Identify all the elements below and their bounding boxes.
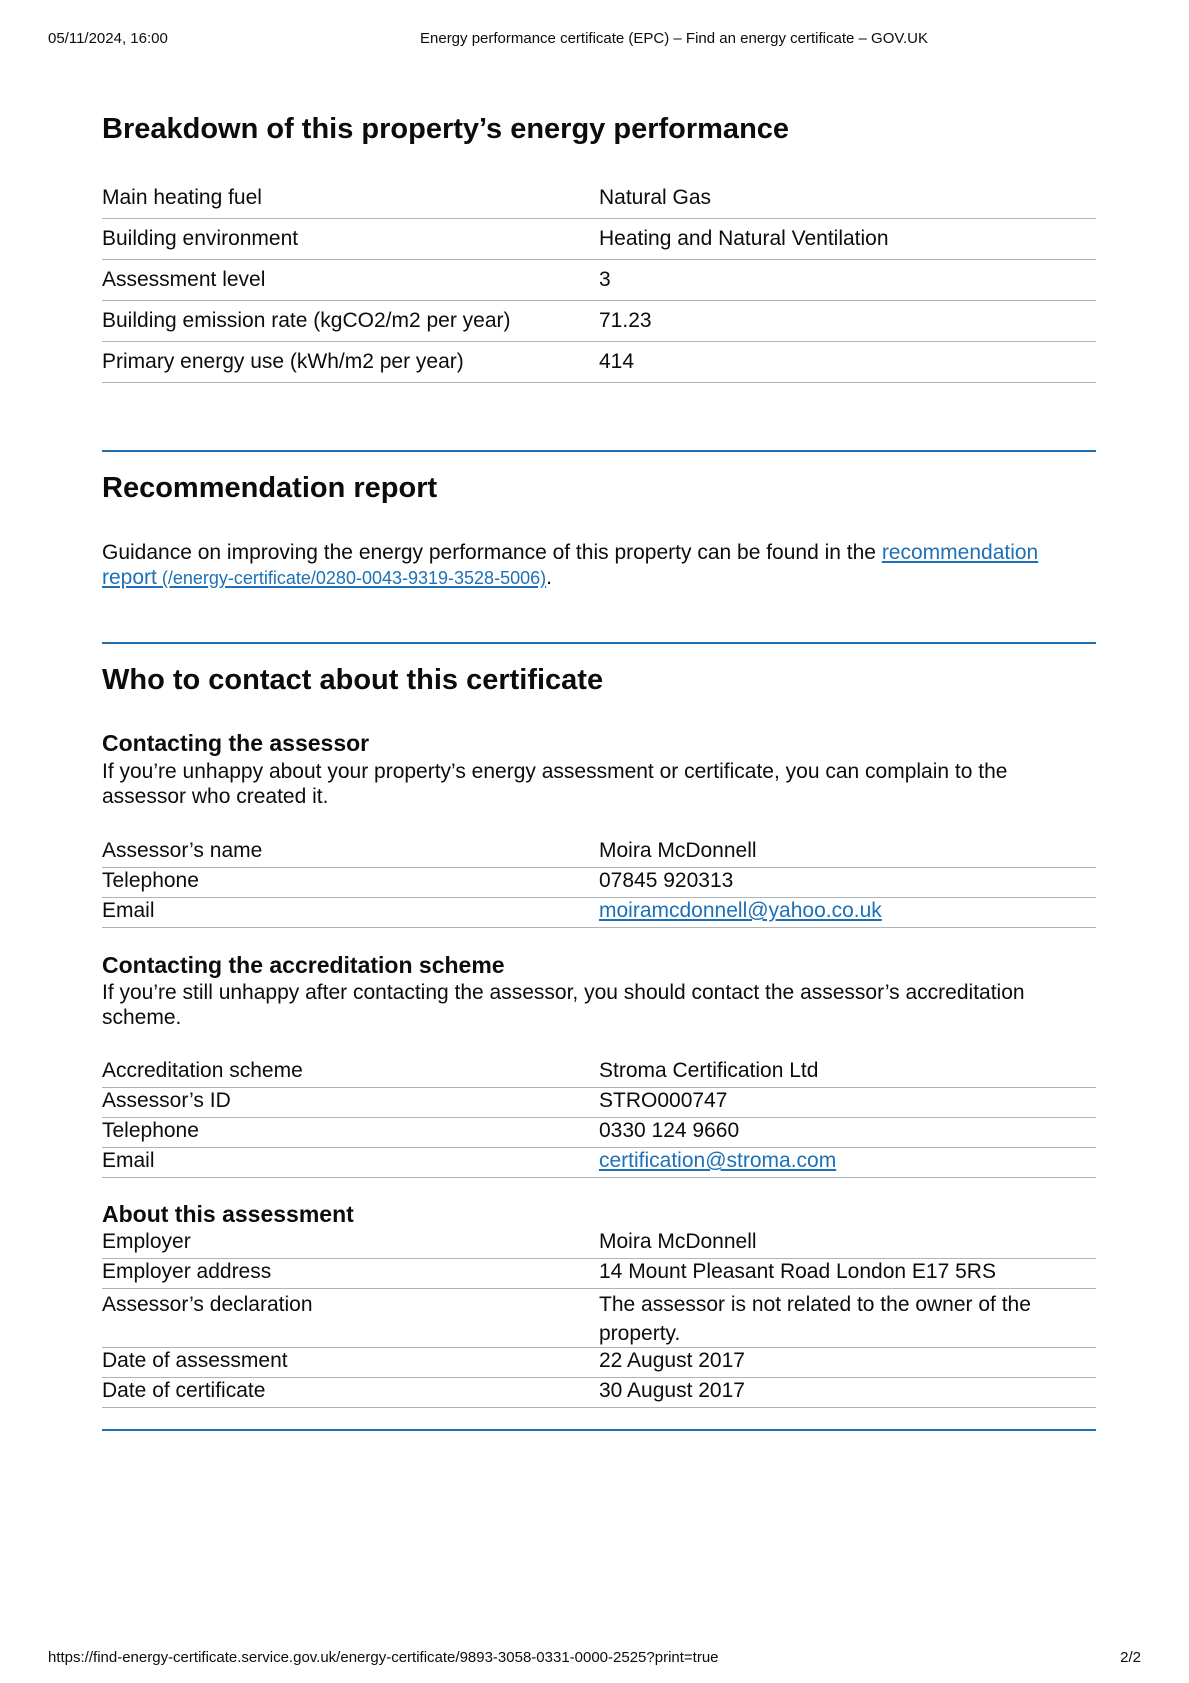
print-datetime: 05/11/2024, 16:00 — [48, 30, 168, 47]
row-value: Moira McDonnell — [599, 1230, 757, 1253]
table-row — [102, 1148, 1096, 1178]
scheme-table — [102, 1058, 1096, 1178]
table-row — [102, 342, 1096, 383]
row-value: 3 — [599, 268, 611, 291]
row-value: 22 August 2017 — [599, 1349, 745, 1372]
row-label: Assessor’s declaration — [102, 1293, 313, 1316]
row-label: Primary energy use (kWh/m2 per year) — [102, 350, 464, 373]
row-label: Accreditation scheme — [102, 1059, 303, 1082]
recommendation-intro: Guidance on improving the energy performance of this property can be found in the — [102, 541, 882, 564]
recommendation-text — [102, 540, 1096, 591]
assessor-email-link[interactable]: moiramcdonnell@yahoo.co.uk — [599, 899, 882, 922]
row-value: STRO000747 — [599, 1089, 728, 1112]
row-label: Assessment level — [102, 268, 266, 291]
print-footer — [48, 1649, 1141, 1669]
breakdown-table — [102, 178, 1096, 383]
breakdown-heading: Breakdown of this property’s energy performance — [102, 113, 790, 145]
table-row — [102, 1378, 1096, 1408]
section-divider — [102, 642, 1096, 644]
table-row — [102, 260, 1096, 301]
row-value: 14 Mount Pleasant Road London E17 5RS — [599, 1260, 996, 1283]
row-label: Email — [102, 1149, 155, 1172]
about-table — [102, 1229, 1096, 1408]
table-row — [102, 1259, 1096, 1289]
assessor-intro: If you’re unhappy about your property’s energy assessment or certificate, you can complain to the assessor who created it. — [102, 760, 1008, 808]
print-page-title: Energy performance certificate (EPC) – Find an energy certificate – GOV.UK — [420, 30, 929, 47]
row-value: 0330 124 9660 — [599, 1119, 740, 1142]
table-row — [102, 1118, 1096, 1148]
recommendation-link-href: (/energy-certificate/0280-0043-9319-3528-5006) — [156, 568, 547, 588]
table-row — [102, 301, 1096, 342]
row-value: 30 August 2017 — [599, 1379, 745, 1402]
table-row — [102, 1348, 1096, 1378]
recommendation-period: . — [546, 566, 552, 589]
row-label: Employer — [102, 1230, 191, 1253]
row-label: Date of certificate — [102, 1379, 266, 1402]
row-value: 07845 920313 — [599, 869, 734, 892]
table-row — [102, 219, 1096, 260]
row-value: 71.23 — [599, 309, 652, 332]
scheme-heading: Contacting the accreditation scheme — [102, 952, 505, 978]
row-value: The assessor is not related to the owner of the property. — [599, 1293, 1031, 1345]
row-value: Heating and Natural Ventilation — [599, 227, 889, 250]
section-divider — [102, 1429, 1096, 1431]
print-url: https://find-energy-certificate.service.gov.uk/energy-certificate/9893-3058-0331-0000-2525?print=true — [48, 1649, 719, 1666]
print-header — [48, 30, 1141, 50]
about-heading: About this assessment — [102, 1201, 354, 1227]
row-value: Moira McDonnell — [599, 839, 757, 862]
row-label: Email — [102, 899, 155, 922]
table-row — [102, 898, 1096, 928]
table-row — [102, 178, 1096, 219]
table-row — [102, 868, 1096, 898]
table-row — [102, 838, 1096, 868]
scheme-intro: If you’re still unhappy after contacting the assessor, you should contact the assessor’s accreditation scheme. — [102, 981, 1025, 1029]
assessor-table — [102, 838, 1096, 928]
row-label: Assessor’s name — [102, 839, 263, 862]
recommendation-link-label: recommendation report — [102, 541, 1039, 589]
table-row — [102, 1289, 1096, 1348]
row-label: Main heating fuel — [102, 186, 262, 209]
table-row — [102, 1229, 1096, 1259]
row-label: Building environment — [102, 227, 299, 250]
row-label: Assessor’s ID — [102, 1089, 231, 1112]
scheme-email-link[interactable]: certification@stroma.com — [599, 1149, 837, 1172]
row-label: Telephone — [102, 1119, 199, 1142]
contact-heading: Who to contact about this certificate — [102, 664, 604, 696]
table-row — [102, 1088, 1096, 1118]
row-value: Stroma Certification Ltd — [599, 1059, 819, 1082]
row-value: 414 — [599, 350, 635, 373]
row-label: Employer address — [102, 1260, 272, 1283]
table-row — [102, 1058, 1096, 1088]
assessor-heading: Contacting the assessor — [102, 730, 370, 756]
recommendation-heading: Recommendation report — [102, 472, 438, 504]
page-number: 2/2 — [1120, 1649, 1141, 1666]
row-label: Telephone — [102, 869, 199, 892]
row-label: Building emission rate (kgCO2/m2 per year) — [102, 309, 511, 332]
row-value: Natural Gas — [599, 186, 712, 209]
section-divider — [102, 450, 1096, 452]
row-label: Date of assessment — [102, 1349, 288, 1372]
